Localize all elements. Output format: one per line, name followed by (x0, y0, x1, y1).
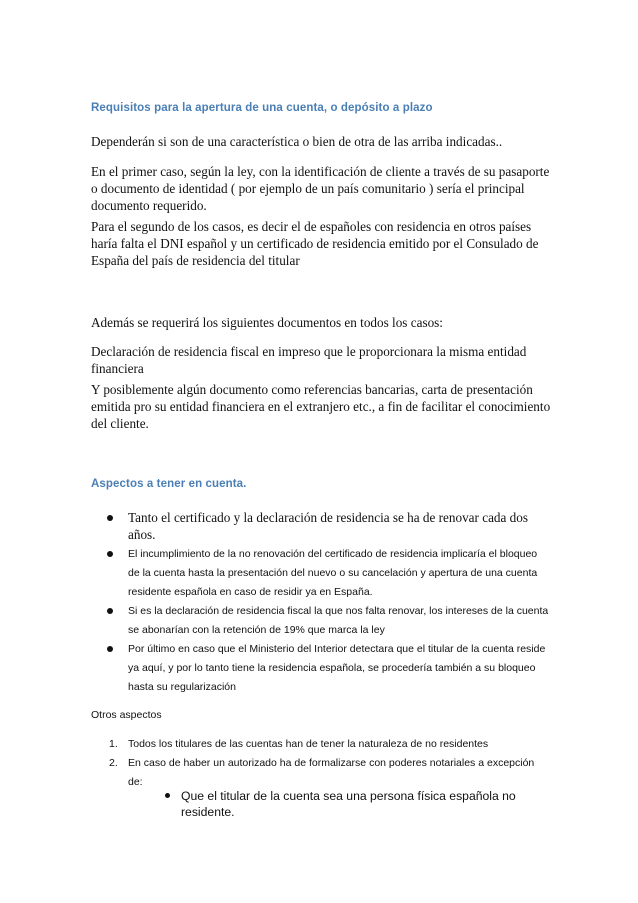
section-heading-aspectos: Aspectos a tener en cuenta. (91, 478, 247, 490)
paragraph-declaracion-fiscal: Declaración de residencia fiscal en impreso que le proporcionara la misma entidad financiera (91, 344, 527, 376)
list-item: 1. Todos los titulares de las cuentas han de tener la naturaleza de no residentes (109, 738, 489, 750)
list-item: Tanto el certificado y la declaración de residencia se ha de renovar cada dos años. (91, 509, 551, 543)
list-item: Si es la declaración de residencia fiscal la que nos falta renovar, los intereses de la cuenta se abonarían con la retención de 19% que marca la ley (91, 602, 551, 640)
otros-numbered-list (91, 735, 551, 792)
bullet-icon (107, 646, 113, 652)
bullet-icon (107, 515, 113, 521)
paragraph-referencias: Y posiblemente algún documento como referencias bancarias, carta de presentación emitida pro su entidad financiera en el extranjero etc., a fin de facilitar el conocimiento del cliente. (91, 382, 551, 431)
bullet-icon (165, 793, 170, 798)
list-item: Por último en caso que el Ministerio del Interior detectara que el titular de la cuenta reside ya aquí, y por lo tanto tiene la residencia española, se procedería también a su bloqueo hasta su regularización (91, 640, 551, 697)
list-item: El incumplimiento de la no renovación del certificado de residencia implicaría el bloqueo de la cuenta hasta la presentación del nuevo o su cancelación y apertura de una cuenta residente española en caso de residir ya en España. (91, 545, 551, 602)
otros-aspectos-label: Otros aspectos (91, 709, 162, 721)
aspectos-bullet-list (91, 509, 551, 697)
bullet-icon (107, 551, 113, 557)
paragraph-ademas: Además se requerirá los siguientes documentos en todos los casos: (91, 315, 443, 330)
sub-bullet-excepcion: Que el titular de la cuenta sea una persona física española no residente. (165, 788, 561, 820)
paragraph-primer-caso: En el primer caso, según la ley, con la identificación de cliente a través de su pasaporte o documento de identidad ( por ejemplo de un país comunitario ) sería el principal documento requerido. (91, 164, 550, 213)
list-item: 2. En caso de haber un autorizado ha de formalizarse con poderes notariales a excepción de: (109, 757, 535, 788)
paragraph-segundo-caso: Para el segundo de los casos, es decir el de españoles con residencia en otros países haría falta el DNI español y un certificado de residencia emitido por el Consulado de España del país de residencia del titular (91, 219, 539, 268)
bullet-icon (107, 608, 113, 614)
paragraph-dependeran: Dependerán si son de una característica o bien de otra de las arriba indicadas.. (91, 134, 503, 149)
section-heading-requisitos: Requisitos para la apertura de una cuenta, o depósito a plazo (91, 102, 433, 114)
